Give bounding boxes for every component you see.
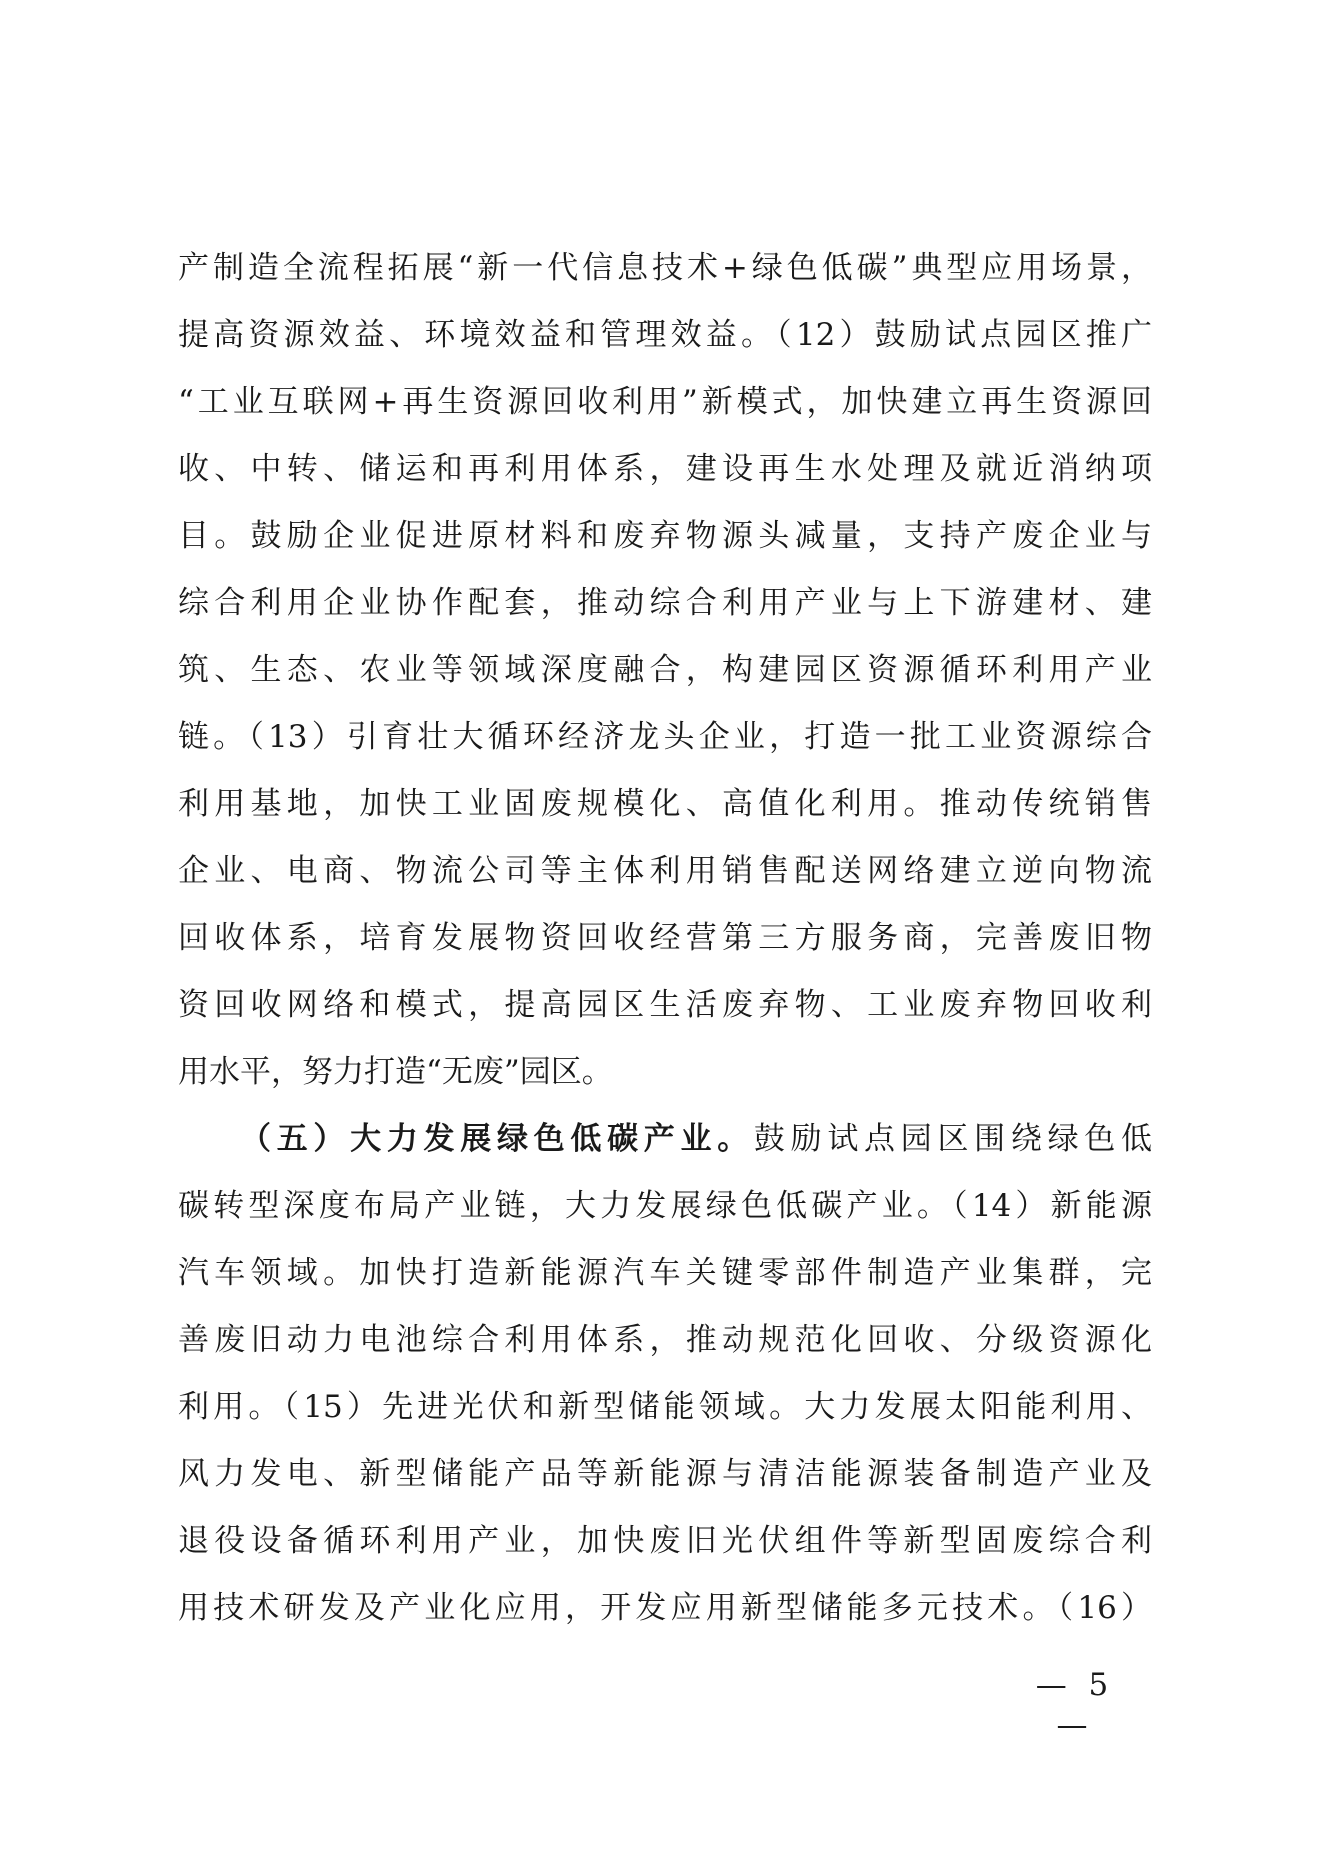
body-text-line: 企业、电商、物流公司等主体利用销售配送网络建立逆向物流 bbox=[178, 853, 1152, 889]
section-first-line bbox=[240, 1119, 1152, 1159]
body-text-line: 收、中转、储运和再利用体系，建设再生水处理及就近消纳项 bbox=[178, 451, 1152, 487]
body-text-line: 善废旧动力电池综合利用体系，推动规范化回收、分级资源化 bbox=[178, 1322, 1152, 1358]
body-text-line: 链。（13）引育壮大循环经济龙头企业，打造一批工业资源综合 bbox=[178, 719, 1152, 755]
body-text-line: 产制造全流程拓展“新一代信息技术+绿色低碳”典型应用场景， bbox=[178, 250, 1152, 286]
body-text-line: 目。鼓励企业促进原材料和废弃物源头减量，支持产废企业与 bbox=[178, 518, 1152, 554]
body-text-line: 汽车领域。加快打造新能源汽车关键零部件制造产业集群，完 bbox=[178, 1255, 1152, 1291]
body-text-line: 风力发电、新型储能产品等新能源与清洁能源装备制造产业及 bbox=[178, 1456, 1152, 1492]
section-first-line-text: 鼓励试点园区围绕绿色低 bbox=[753, 1121, 1153, 1157]
body-text-line: “工业互联网+再生资源回收利用”新模式，加快建立再生资源回 bbox=[178, 384, 1152, 420]
body-text-line: 资回收网络和模式，提高园区生活废弃物、工业废弃物回收利 bbox=[178, 987, 1152, 1023]
body-text-line: 筑、生态、农业等领域深度融合，构建园区资源循环利用产业 bbox=[178, 652, 1152, 688]
body-text-line: 用技术研发及产业化应用，开发应用新型储能多元技术。（16） bbox=[178, 1590, 1152, 1626]
page-number: — 5 — bbox=[1035, 1667, 1115, 1743]
body-text-line: 综合利用企业协作配套，推动综合利用产业与上下游建材、建 bbox=[178, 585, 1152, 621]
body-text-line: 利用。（15）先进光伏和新型储能领域。大力发展太阳能利用、 bbox=[178, 1389, 1152, 1425]
body-text-line: 退役设备循环利用产业，加快废旧光伏组件等新型固废综合利 bbox=[178, 1523, 1152, 1559]
body-text-line: 碳转型深度布局产业链，大力发展绿色低碳产业。（14）新能源 bbox=[178, 1188, 1152, 1224]
body-text-line: 回收体系，培育发展物资回收经营第三方服务商，完善废旧物 bbox=[178, 920, 1152, 956]
body-text-line: 用水平，努力打造“无废”园区。 bbox=[178, 1054, 613, 1090]
body-text-line: 提高资源效益、环境效益和管理效益。（12）鼓励试点园区推广 bbox=[178, 317, 1152, 353]
body-text-line: 利用基地，加快工业固废规模化、高值化利用。推动传统销售 bbox=[178, 786, 1152, 822]
section-heading: （五）大力发展绿色低碳产业。 bbox=[240, 1121, 754, 1157]
